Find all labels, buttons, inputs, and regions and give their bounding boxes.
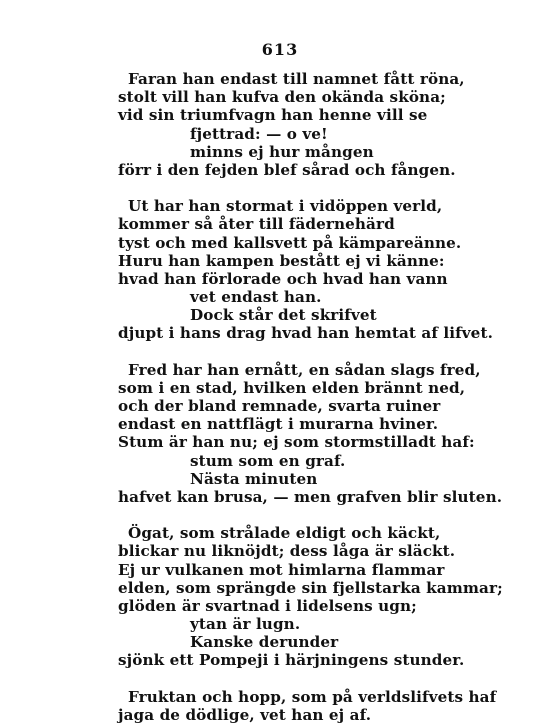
stanza-2 [118, 197, 538, 343]
poem-line: vid sin triumfvagn han henne vill se [118, 106, 428, 125]
stanza-1 [118, 70, 538, 179]
poem-line: tyst och med kallsvett på kämpareänne. [118, 233, 462, 252]
poem-line: Fred har han ernått, en sådan slags fred, [128, 360, 481, 379]
poem-line: Faran han endast till namnet fått röna, [128, 70, 465, 88]
poem-line: minns ej hur mången [190, 142, 374, 161]
stanza-5 [118, 688, 538, 724]
stanza-3 [118, 361, 538, 507]
poem-text [118, 70, 538, 724]
poem-line: jaga de dödlige, vet han ej af. [118, 705, 372, 724]
poem-line: Dock står det skrifvet [190, 306, 377, 325]
poem-line: Kanske derunder [190, 633, 339, 652]
poem-line: kommer så åter till fädernehärd [118, 215, 395, 234]
poem-line: elden, som sprängde sin fjellstarka kammar; [118, 578, 503, 597]
poem-line: hvad han förlorade och hvad han vann [118, 269, 448, 288]
poem-line: som i en stad, hvilken elden brännt ned, [118, 378, 466, 397]
poem-line: blickar nu liknöjdt; dess låga är släckt. [118, 542, 456, 561]
poem-line: Fruktan och hopp, som på verldslifvets haf [128, 687, 497, 706]
poem-line: stolt vill han kufva den okända sköna; [118, 88, 446, 107]
poem-line: ytan är lugn. [190, 615, 301, 634]
poem-line: endast en nattflägt i murarna hviner. [118, 415, 439, 434]
poem-line: Ej ur vulkanen mot himlarna flammar [118, 560, 445, 579]
poem-line: och der bland remnade, svarta ruiner [118, 397, 441, 415]
poem-line: vet endast han. [190, 288, 322, 307]
poem-line: djupt i hans drag hvad han hemtat af lifvet. [118, 324, 493, 343]
poem-line: hafvet kan brusa, — men grafven blir sluten. [118, 487, 503, 506]
poem-line: Nästa minuten [190, 469, 318, 488]
stanza-4 [118, 524, 538, 670]
poem-line: fjettrad: — o ve! [190, 124, 328, 143]
poem-line: Ögat, som strålade eldigt och käckt, [128, 524, 441, 543]
poem-line: Stum är han nu; ej som stormstilladt haf: [118, 433, 475, 452]
poem-line: Huru han kampen bestått ej vi känne: [118, 251, 445, 270]
poem-line: stum som en graf. [190, 451, 346, 470]
poem-line: glöden är svartnad i lidelsens ugn; [118, 596, 417, 615]
poem-line: förr i den fejden blef sårad och fången. [118, 160, 456, 179]
poem-line: Ut har han stormat i vidöppen verld, [128, 197, 443, 216]
poem-line: sjönk ett Pompeji i härjningens stunder. [118, 651, 465, 670]
page-number: 613 [261, 40, 299, 59]
